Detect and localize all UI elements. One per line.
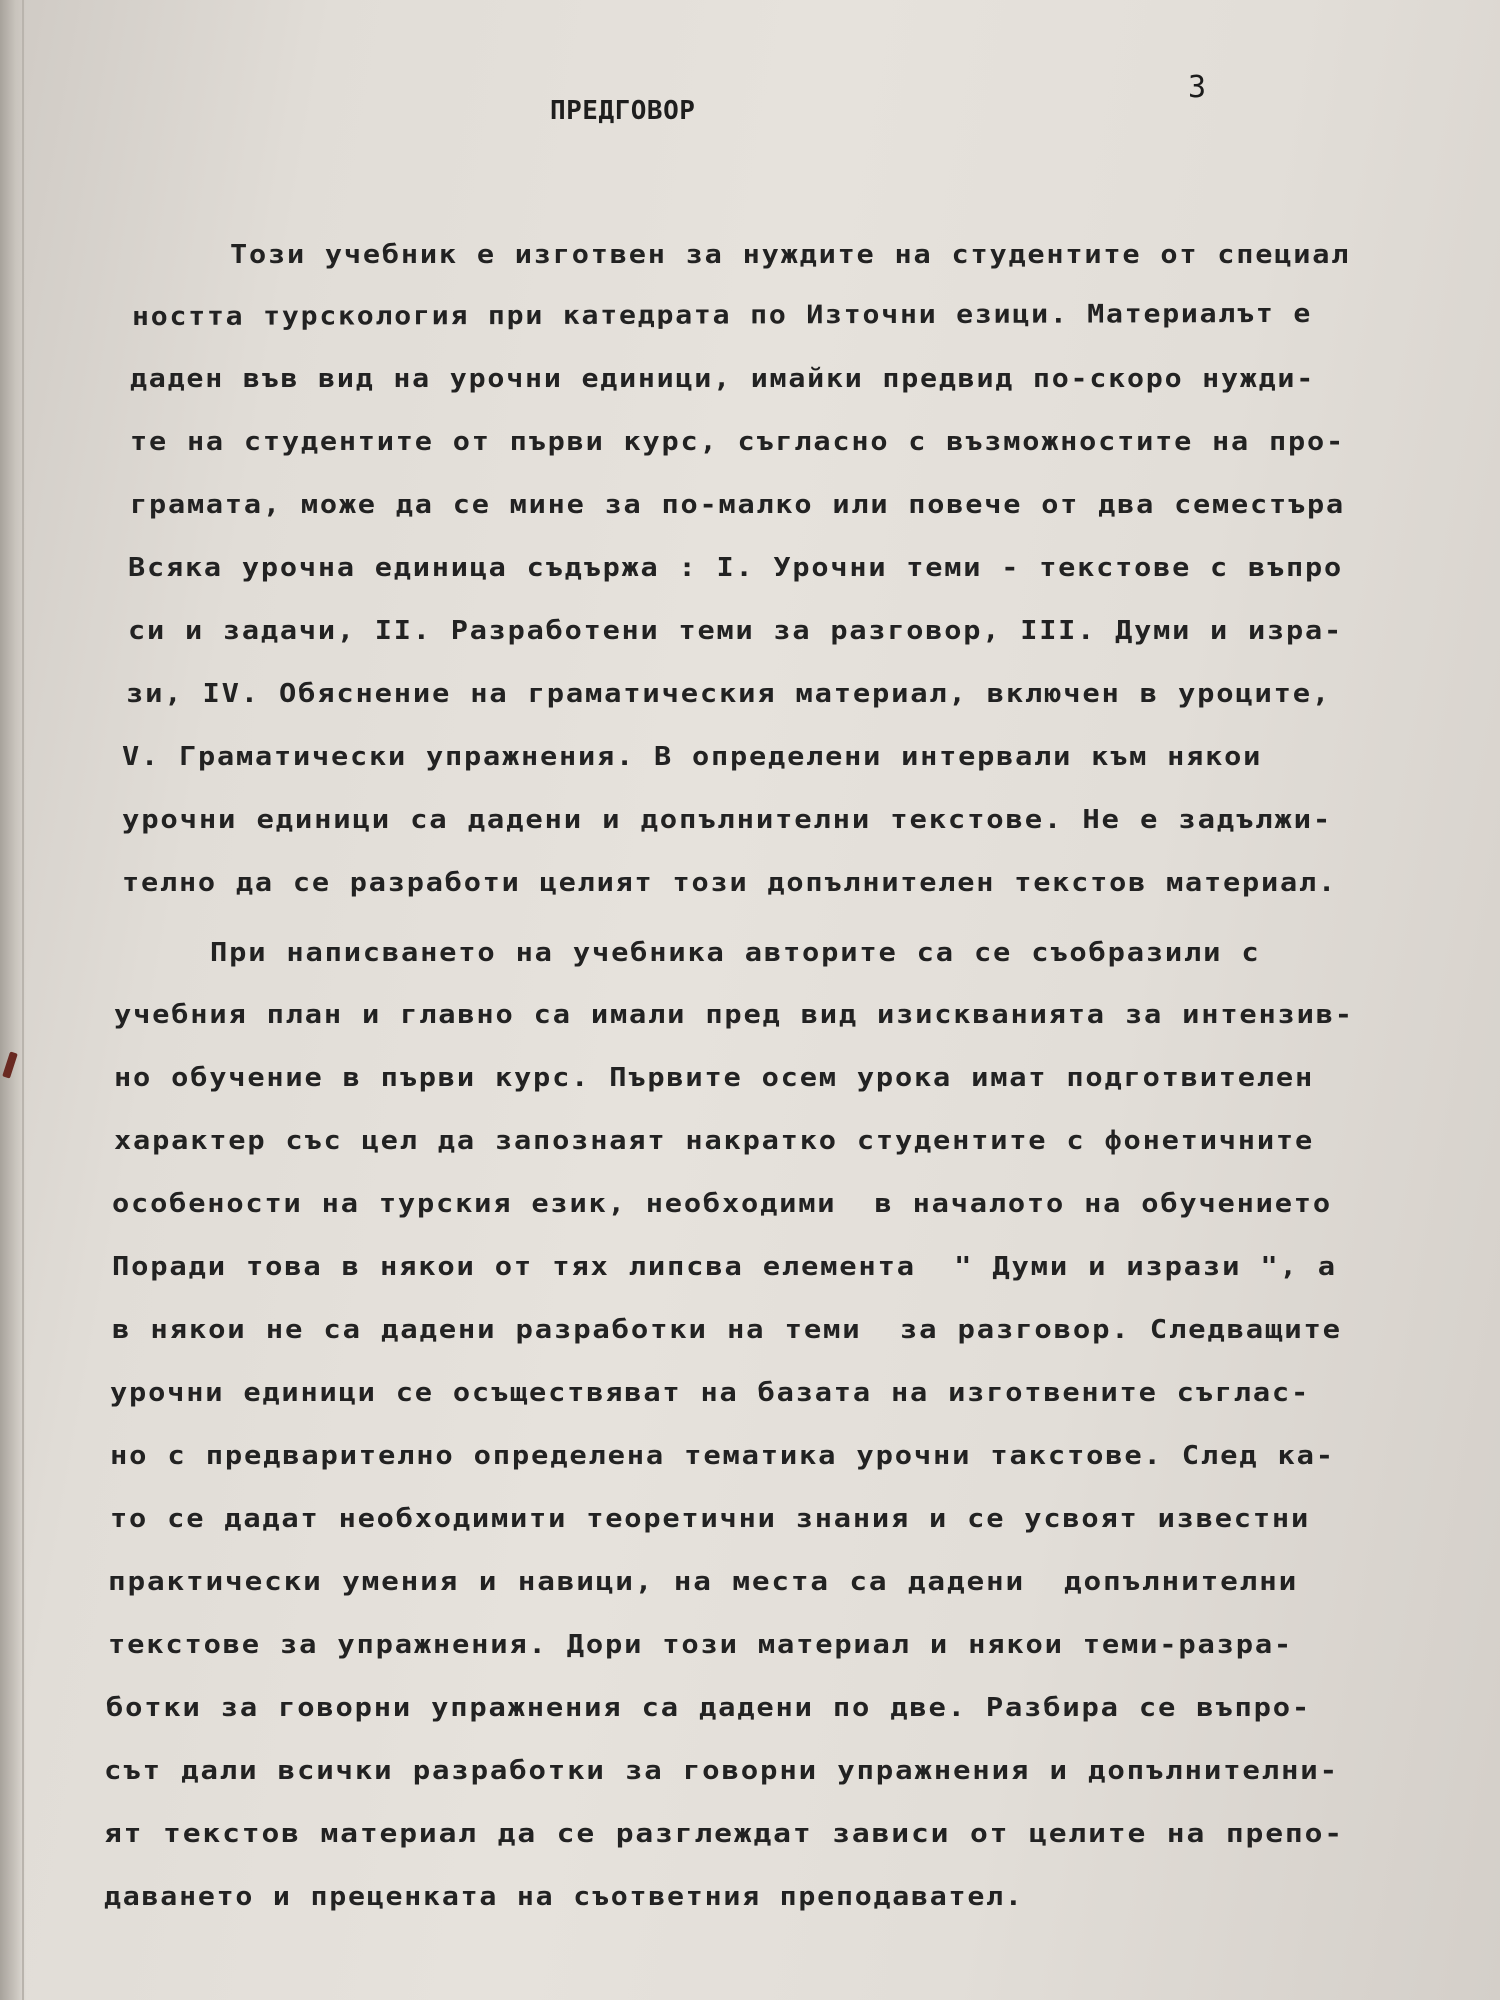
text-line: в някои не са дадени разработки на теми за разговор. Следващите (112, 1315, 1342, 1345)
text-line: си и задачи, II. Разработени теми за разговор, III. Думи и изра- (128, 616, 1343, 646)
text-line: учебния план и главно са имали пред вид изискванията за интензив- (114, 1000, 1354, 1030)
text-line: особености на турския език, необходими в началото на обучението (112, 1189, 1332, 1219)
text-line: практически умения и навици, на места са дадени допълнителни (108, 1567, 1299, 1597)
text-line: но с предварително определена тематика урочни такстове. След ка- (110, 1441, 1335, 1471)
text-line: Този учебник е изготвен за нуждите на студентите от специал (230, 240, 1351, 270)
page-number: 3 (1188, 70, 1207, 105)
page-edge (22, 0, 24, 2000)
text-line: V. Граматически упражнения. В определени интервали към някои (122, 742, 1263, 772)
text-line: сът дали всички разработки за говорни упражнения и допълнителни- (104, 1756, 1339, 1786)
text-line: При написването на учебника авторите са се съобразили с (210, 938, 1261, 968)
text-line: Всяка урочна единица съдържа : I. Урочни теми - текстове с въпро (128, 553, 1343, 583)
text-line: зи, IV. Обяснение на граматическия материал, включен в уроците, (126, 679, 1332, 709)
text-line: ността турскология при катедрата по Източни езици. Материалът е (131, 298, 1313, 332)
text-line: даването и преценката на съответния преподавател. (104, 1882, 1024, 1912)
text-line: грамата, може да се мине за по-малко или повече от два семестъра (130, 490, 1345, 520)
text-line: то се дадат необходимити теоретични знания и се усвоят известни (110, 1504, 1311, 1534)
text-line: урочни единици се осъществяват на базата на изготвените съглас- (110, 1378, 1311, 1408)
text-line: характер със цел да запознаят накратко студентите с фонетичните (114, 1126, 1315, 1156)
page-heading: ПРЕДГОВОР (550, 96, 696, 126)
text-line: телно да се разработи целият този допълнителен текстов материал. (122, 868, 1337, 898)
text-line: ят текстов материал да се разглеждат зависи от целите на препо- (104, 1819, 1344, 1849)
text-line: урочни единици са дадени и допълнителни текстове. Не е задължи- (122, 805, 1333, 835)
text-line: Поради това в някои от тях липсва елемента " Думи и изрази ", а (112, 1252, 1337, 1282)
text-line: те на студентите от първи курс, съгласно с възможностите на про- (130, 427, 1345, 457)
text-line: текстове за упражнения. Дори този материал и някои теми-разра- (108, 1630, 1294, 1660)
text-line: но обучение в първи курс. Първите осем урока имат подготвителен (114, 1063, 1315, 1093)
text-line: даден във вид на урочни единици, имайки предвид по-скоро нужди- (130, 364, 1316, 394)
text-line: ботки за говорни упражнения са дадени по две. Разбира се въпро- (106, 1693, 1312, 1723)
